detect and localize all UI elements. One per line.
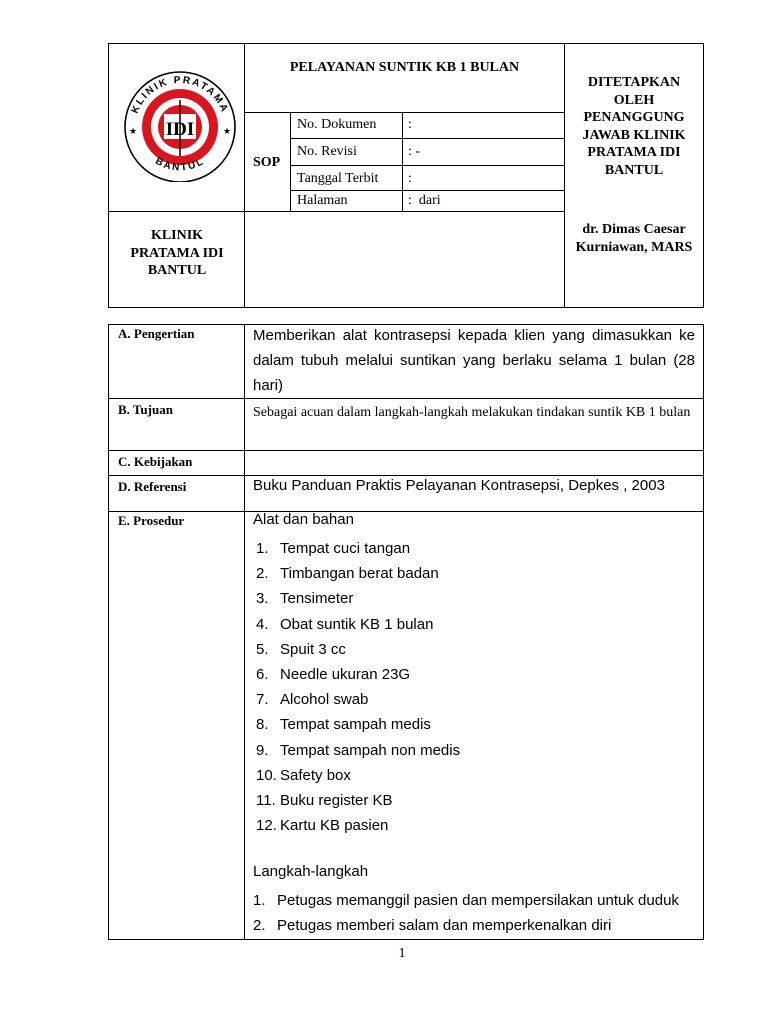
- signatory: dr. Dimas Caesar Kurniawan, MARS: [575, 222, 693, 255]
- section-label-tujuan: B. Tujuan: [118, 402, 173, 417]
- section-text-tujuan: Sebagai acuan dalam langkah-langkah melakukan tindakan suntik KB 1 bulan: [253, 405, 691, 420]
- list-item-text: Tempat sampah non medis: [280, 741, 461, 759]
- list-item-text: Safety box: [280, 766, 351, 784]
- list-item-text: Tempat sampah medis: [280, 716, 431, 734]
- list-item-number: 2.: [253, 917, 266, 934]
- svg-text:IDI: IDI: [165, 119, 195, 140]
- list-item: [256, 687, 460, 712]
- doc-row-label: Halaman: [297, 193, 348, 208]
- list-item: [256, 712, 460, 737]
- list-item-number: 5.: [256, 640, 269, 658]
- svg-text:BANTUL: BANTUL: [153, 155, 207, 174]
- sop-label: SOP: [253, 155, 281, 170]
- list-item: [256, 637, 460, 662]
- list-item: [256, 763, 460, 788]
- doc-row-value: : -: [408, 144, 421, 159]
- document-title: PELAYANAN SUNTIK KB 1 BULAN: [289, 60, 520, 75]
- list-item-text: Spuit 3 cc: [280, 640, 346, 658]
- list-item: [256, 586, 460, 611]
- list-item-text: Petugas memanggil pasien dan mempersilakan untuk duduk: [277, 892, 679, 909]
- svg-text:KLINIK PRATAMA: KLINIK PRATAMA: [129, 74, 231, 116]
- list-item-text: Buku register KB: [280, 792, 393, 810]
- list-item-number: 11.: [256, 792, 276, 810]
- svg-text:★: ★: [129, 127, 138, 137]
- list-item-number: 4.: [256, 615, 269, 633]
- list-item-number: 12.: [256, 817, 277, 835]
- list-item: [256, 561, 460, 586]
- list-item-number: 8.: [256, 716, 269, 734]
- doc-row-label: Tanggal Terbit: [297, 171, 379, 186]
- list-item: [256, 738, 460, 763]
- list-item-text: Needle ukuran 23G: [280, 666, 411, 684]
- clinic-logo: [119, 70, 241, 182]
- clinic-logo-icon: [119, 70, 241, 182]
- list-item-text: Timbangan berat badan: [280, 565, 439, 583]
- list-item-number: 7.: [256, 691, 269, 709]
- list-item-number: 1.: [256, 540, 269, 557]
- clinic-name: KLINIK PRATAMA IDI BANTUL: [130, 228, 224, 278]
- langkah-list: [253, 888, 679, 938]
- page-number: 1: [398, 946, 406, 961]
- list-item-number: 10.: [256, 766, 277, 784]
- doc-row-value: : dari: [408, 193, 441, 208]
- list-item: [256, 788, 460, 813]
- list-item: [256, 612, 460, 637]
- list-item-text: Petugas memberi salam dan memperkenalkan diri: [277, 917, 612, 934]
- list-item-number: 1.: [253, 892, 266, 909]
- alat-heading: Alat dan bahan: [253, 511, 354, 528]
- list-item-text: Tempat cuci tangan: [280, 540, 411, 557]
- list-item: [256, 813, 460, 838]
- list-item: [253, 913, 679, 938]
- list-item-text: Kartu KB pasien: [280, 817, 389, 835]
- section-text-pengertian: Memberikan alat kontrasepsi kepada klien yang dimasukkan ke dalam tubuh melalui suntikan yang berlaku selama 1 bulan (28 hari): [253, 327, 695, 394]
- list-item-text: Alcohol swab: [280, 691, 369, 709]
- doc-row-label: No. Dokumen: [297, 117, 377, 132]
- section-label-referensi: D. Referensi: [118, 479, 187, 494]
- established-by: DITETAPKAN OLEH PENANGGUNG JAWAB KLINIK PRATAMA IDI BANTUL: [582, 75, 686, 178]
- section-label-prosedur: E. Prosedur: [118, 513, 185, 528]
- doc-row-value: :: [408, 171, 412, 186]
- list-item: [253, 888, 679, 913]
- list-item: [256, 662, 460, 687]
- section-label-kebijakan: C. Kebijakan: [118, 454, 193, 469]
- list-item-number: 9.: [256, 741, 269, 759]
- langkah-heading: Langkah-langkah: [253, 863, 369, 880]
- list-item-number: 2.: [256, 565, 269, 583]
- list-item-number: 3.: [256, 590, 269, 608]
- doc-row-value: :: [408, 117, 412, 132]
- alat-list: [256, 536, 460, 838]
- svg-text:★: ★: [223, 127, 232, 137]
- list-item-text: Obat suntik KB 1 bulan: [280, 615, 434, 633]
- section-text-referensi: Buku Panduan Praktis Pelayanan Kontrasepsi, Depkes , 2003: [253, 477, 665, 494]
- section-label-pengertian: A. Pengertian: [118, 326, 195, 341]
- list-item-text: Tensimeter: [280, 590, 354, 608]
- list-item-number: 6.: [256, 666, 269, 684]
- doc-row-label: No. Revisi: [297, 144, 357, 159]
- list-item: [256, 536, 460, 561]
